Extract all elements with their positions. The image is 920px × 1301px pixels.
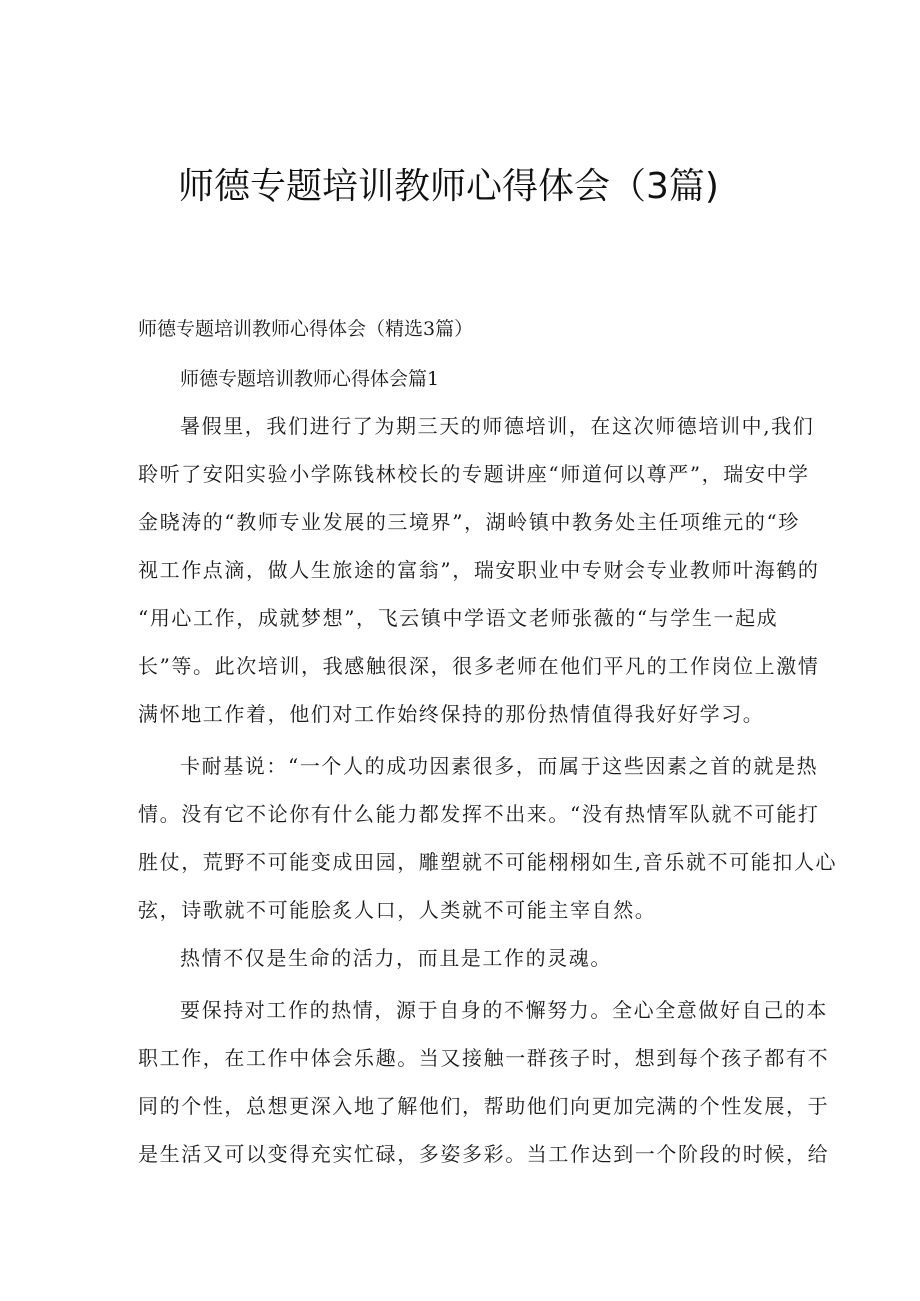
paragraph-2-line-4: 弦，诗歌就不可能脍炙人口，人类就不可能主宰自然。 (138, 898, 657, 922)
paragraph-1-line-6: 长”等。此次培训，我感触很深，很多老师在他们平凡的工作岗位上激情 (138, 654, 820, 678)
paragraph-4-line-2: 职工作，在工作中体会乐趣。当又接触一群孩子时，想到每个孩子都有不 (138, 1046, 830, 1070)
paragraph-1-line-1: 暑假里，我们进行了为期三天的师德培训，在这次师德培训中,我们 (180, 414, 815, 438)
paragraph-1-line-5: “用心工作，成就梦想”，飞云镇中学语文老师张薇的“与学生一起成 (138, 606, 779, 630)
section-heading: 师德专题培训教师心得体会篇1 (180, 368, 440, 390)
paragraph-1-line-3: 金晓涛的“教师专业发展的三境界”，湖岭镇中教务处主任项维元的“珍 (138, 510, 800, 534)
paragraph-2-line-3: 胜仗，荒野不可能变成田园，雕塑就不可能栩栩如生,音乐就不可能扣人心 (138, 850, 838, 874)
document-subtitle: 师德专题培训教师心得体会（精选3篇） (138, 318, 474, 340)
paragraph-1-line-2: 聆听了安阳实验小学陈钱林校长的专题讲座“师道何以尊严”，瑞安中学 (138, 462, 810, 486)
paragraph-1-line-4: 视工作点滴，做人生旅途的富翁”，瑞安职业中专财会专业教师叶海鹤的 (138, 558, 820, 582)
paragraph-4-line-1: 要保持对工作的热情，源于自身的不懈努力。全心全意做好自己的本 (180, 998, 828, 1022)
document-title: 师德专题培训教师心得体会（3篇) (178, 166, 719, 207)
paragraph-3-line-1: 热情不仅是生命的活力，而且是工作的灵魂。 (180, 946, 612, 970)
paragraph-4-line-3: 同的个性，总想更深入地了解他们，帮助他们向更加完满的个性发展，于 (138, 1094, 830, 1118)
paragraph-1-line-7: 满怀地工作着，他们对工作始终保持的那份热情值得我好好学习。 (138, 702, 765, 726)
paragraph-2-line-2: 情。没有它不论你有什么能力都发挥不出来。“没有热情军队就不可能打 (138, 802, 820, 826)
paragraph-4-line-4: 是生活又可以变得充实忙碌，多姿多彩。当工作达到一个阶段的时候，给 (138, 1142, 830, 1166)
paragraph-2-line-1: 卡耐基说：“一个人的成功因素很多，而属于这些因素之首的就是热 (180, 754, 819, 778)
